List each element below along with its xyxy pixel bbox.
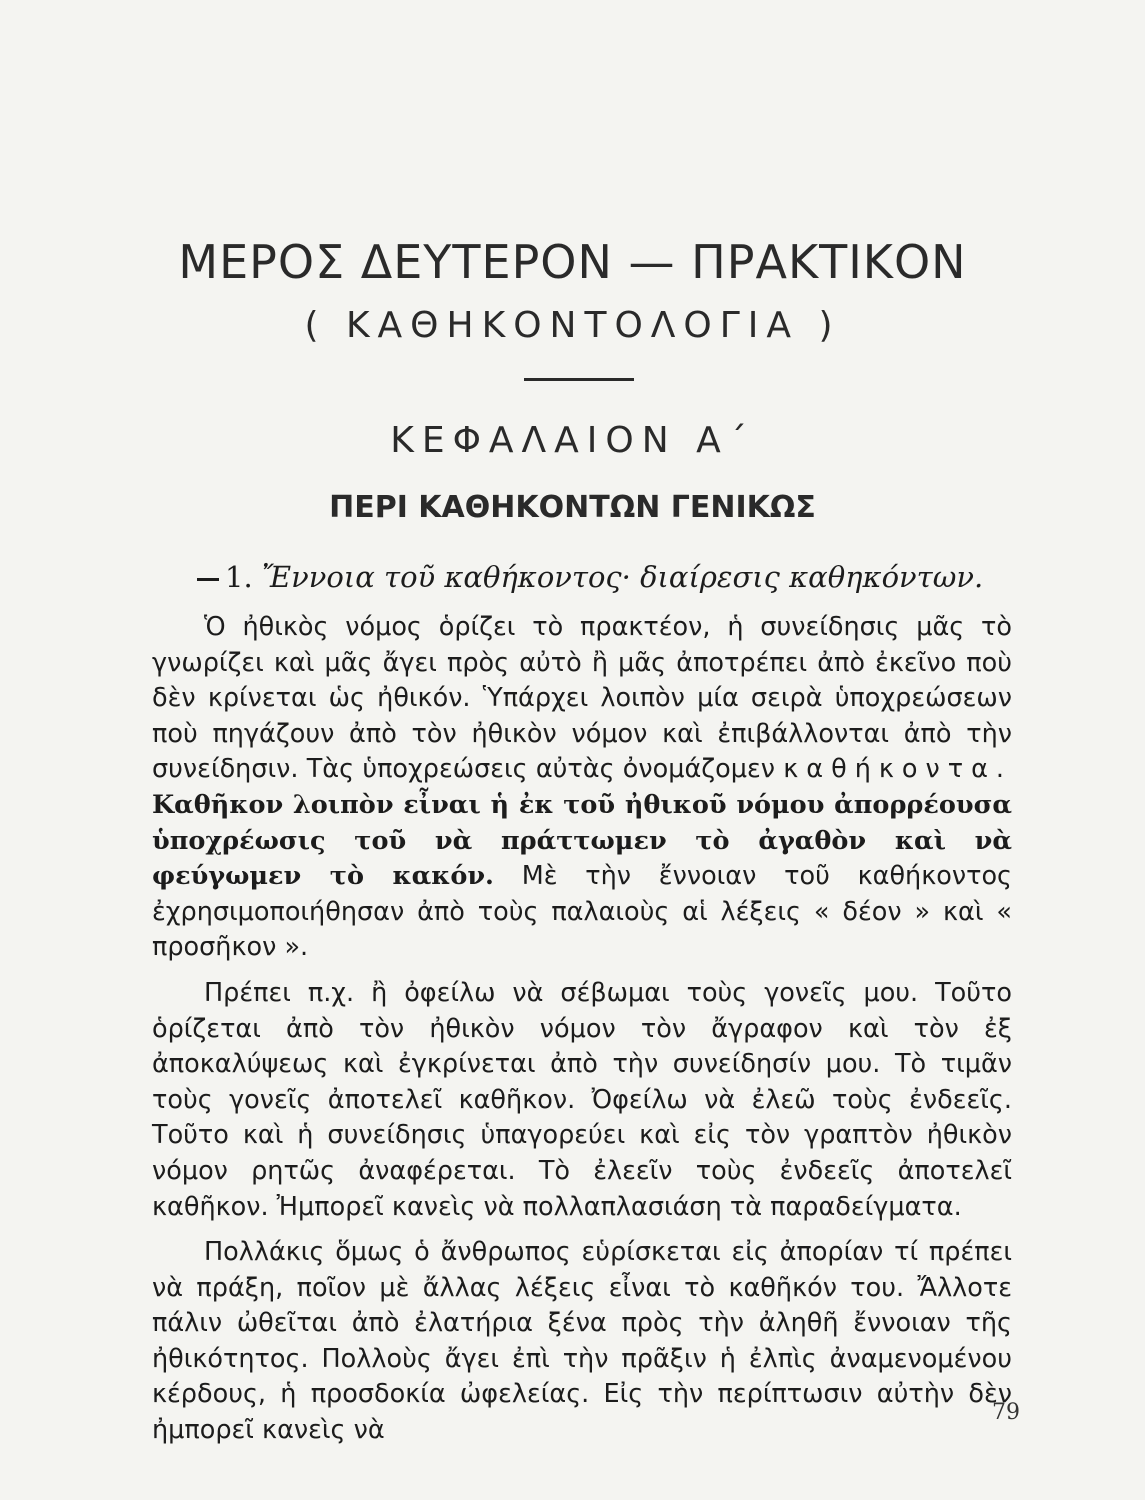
body-text xyxy=(152,610,1012,1459)
part-title: ΜΕΡΟΣ ΔΕΥΤΕΡΟΝ — ΠΡΑΚΤΙΚΟΝ xyxy=(178,235,967,289)
paragraph-1-text: Ὁ ἠθικὸς νόμος ὁρίζει τὸ πρακτέον, ἡ συνείδησις μᾶς τὸ γνωρίζει καὶ μᾶς ἄγει πρὸς αὐτὸ ἢ μᾶς ἀποτρέπει ἀπὸ ἐκεῖνο ποὺ δὲν κρίνεται ὡς ἠθικόν. Ὑπάρχει λοιπὸν μία σειρὰ ὑποχρεώσεων ποὺ πηγάζουν ἀπὸ τὸν ἠθικὸν νόμον καὶ ἐπιβάλλονται ἀπὸ τὴν συνείδησιν. Τὰς ὑποχρεώσεις αὐτὰς ὀνομάζομεν xyxy=(152,612,1012,785)
section-title: Ἔννοια τοῦ καθήκοντος· διαίρεσις καθηκόντων. xyxy=(261,560,984,594)
paragraph-1-tail: Μὲ τὴν ἔννοιαν τοῦ καθήκοντος ἐχρησιμοποιήθησαν ἀπὸ τοὺς παλαιοὺς αἱ λέξεις « δέον » καὶ « προσῆκον ». xyxy=(152,861,1013,963)
section-heading xyxy=(197,560,1047,594)
page-number: 79 xyxy=(992,1400,1020,1425)
paragraph-3: Πολλάκις ὅμως ὁ ἄνθρωπος εὑρίσκεται εἰς ἀπορίαν τί πρέπει νὰ πράξη, ποῖον μὲ ἄλλας λέξεις εἶναι τὸ καθῆκόν του. Ἄλλοτε πάλιν ὠθεῖται ἀπὸ ἐλατήρια ξένα πρὸς τὴν ἀληθῆ ἔννοιαν τῆς ἠθικότητος. Πολλοὺς ἄγει ἐπὶ τὴν πρᾶξιν ἡ ἐλπὶς ἀναμενομένου κέρδους, ἡ προσδοκία ὠφελείας. Εἰς τὴν περίπτωσιν αὐτὴν δὲν ἠμπορεῖ κανεὶς νὰ xyxy=(152,1237,1012,1446)
chapter-heading: ΚΕΦΑΛΑΙΟΝ Α΄ xyxy=(390,420,755,461)
paragraph-2: Πρέπει π.χ. ἢ ὀφείλω νὰ σέβωμαι τοὺς γονεῖς μου. Τοῦτο ὁρίζεται ἀπὸ τὸν ἠθικὸν νόμον τὸν ἄγραφον καὶ τὸν ἐξ ἀποκαλύψεως καὶ ἐγκρίνεται ἀπὸ τὴν συνείδησίν μου. Τὸ τιμᾶν τοὺς γονεῖς ἀποτελεῖ καθῆκον. Ὀφείλω νὰ ἐλεῶ τοὺς ἐνδεεῖς. Τοῦτο καὶ ἡ συνείδησις ὑπαγορεύει καὶ εἰς τὸν γραπτὸν ἠθικὸν νόμον ρητῶς ἀναφέρεται. Τὸ ἐλεεῖν τοὺς ἐνδεεῖς ἀποτελεῖ καθῆκον. Ἠμπορεῖ κανεὶς νὰ πολλαπλασιάση τὰ παραδείγματα. xyxy=(152,977,1012,1222)
dash-mark xyxy=(197,578,219,581)
chapter-subtitle: ΠΕΡΙ ΚΑΘΗΚΟΝΤΩΝ ΓΕΝΙΚΩΣ xyxy=(329,490,816,525)
section-number: 1. xyxy=(225,560,253,594)
spaced-term: καθήκοντα. xyxy=(783,754,1012,785)
definition-bold: Καθῆκον λοιπὸν εἶναι ἡ ἐκ τοῦ ἠθικοῦ νόμου ἀπορρέουσα ὑποχρέωσις τοῦ νὰ πράττωμεν τὸ ἀγαθὸν καὶ νὰ φεύγωμεν τὸ κακόν. xyxy=(152,789,1012,892)
part-subtitle: ( ΚΑΘΗΚΟΝΤΟΛΟΓΙΑ ) xyxy=(304,305,841,346)
title-underline xyxy=(524,378,634,381)
paragraph-1 xyxy=(152,610,1012,966)
